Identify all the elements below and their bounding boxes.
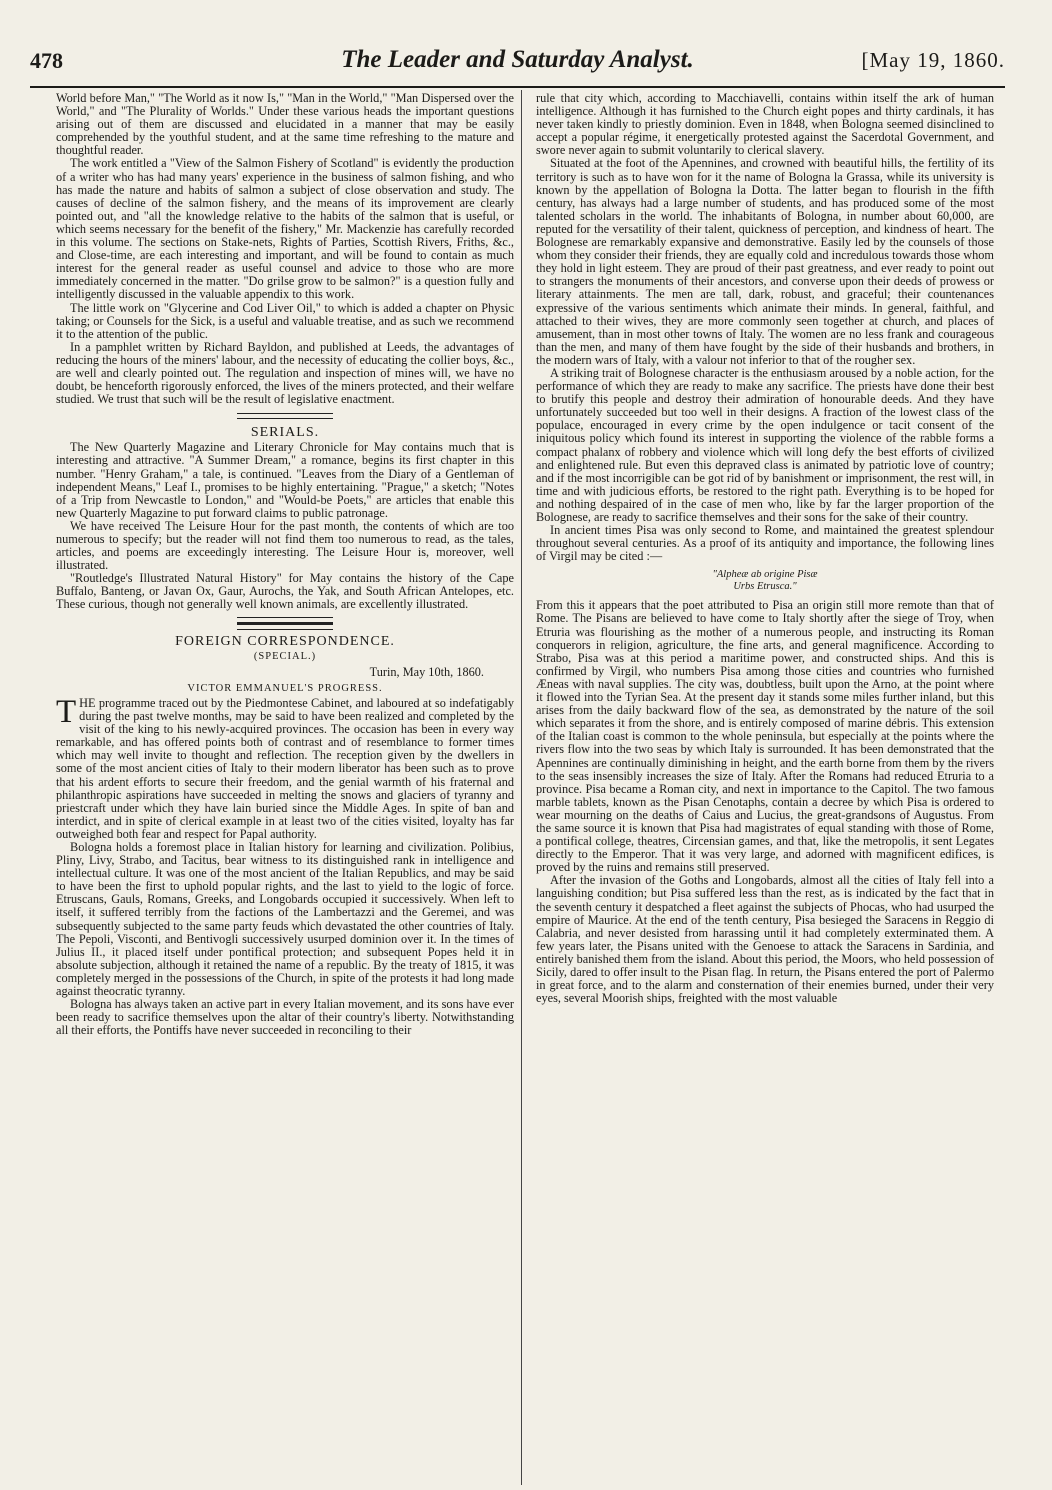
paragraph: In a pamphlet written by Richard Bayldon, and published at Leeds, the advantages of reducing the hours of the miners' labour, and the necessity of educating the collier boys, &c., are well and clearly pointed out. The regulation and inspection of mines will, we have no doubt, be henceforth rigorously enforced, the lives of the miners protected, and their welfare studied. We trust that such will be the result of legislative enactment. [56,339,514,407]
column-divider [521,90,522,1485]
paragraph-text: HE programme traced out by the Piedmontese Cabinet, and laboured at so indefatigably during the past twelve months, may be said to have been realized and completed by the visit of the king to his newly-acquired provinces. The occasion has been in every way remarkable, and has offered points both of contrast and of resemblance to former times which may well invite to thought and reflection. The reception given by the dwellers in some of the most ancient cities of Italy to their modern liberator has been such as to prove that his ardent efforts to secure their freedom, and the genial warmth of his fraternal and philanthropic aspirations have succeeded in melting the snows and glaciers of tyranny and priestcraft under which they have lain buried since the Middle Ages. In spite of ban and interdict, and in spite of clerical example in at least two of the cities visited, loyalty has far outweighed both fear and respect for Papal authority. [56,695,514,841]
dateline: Turin, May 10th, 1860. [369,664,484,679]
paragraph: In ancient times Pisa was only second to Rome, and maintained the greatest splendour throughout several centuries. As a proof of its antiquity and importance, the following lines of Virgil may be cited :— [536,523,994,564]
section-rule [237,413,333,419]
paragraph: World before Man," "The World as it now Is," "Man in the World," "Man Dispersed over the World," and "The Plurality of Worlds." Under these various heads the important questions arising out of them are discussed and elucidated in a manner that may be easily comprehended by the youthful student, and at the same time refreshing to the mature and thoughtful reader. [56,92,514,158]
section-heading-foreign: FOREIGN CORRESPONDENCE. [175,633,395,649]
paragraph [56,693,514,841]
section-heading-serials: SERIALS. [250,425,320,441]
paragraph: Bologna has always taken an active part in every Italian movement, and its sons have ever been ready to sacrifice themselves upon the altar of their country's liberty. Notwithstanding all their efforts, the Pontiffs have never succeeded in reconciling to their [56,997,514,1038]
paragraph: The little work on "Glycerine and Cod Liver Oil," to which is added a chapter on Physic taking; or Counsels for the Sick, is a useful and valuable treatise, and as such we recommend it to the attention of the public. [56,300,514,341]
page-header [30,46,1005,86]
paragraph: Situated at the foot of the Apennines, and crowned with beautiful hills, the fertility of its territory is such as to have won for it the name of Bologna la Grassa, while its university is known by the appellation of Bologna la Dotta. The latter began to flourish in the fifth century, has always had a large number of students, and has produced some of the most talented scholars in the world. The inhabitants of Bologna, in number about 60,000, are reputed for the versatility of their talent, quickness of perception, and kindness of heart. The Bolognese are remarkably expansive and demonstrative. Easily led by the counsels of those whom they consider their friends, they are equally cold and incredulous towards those whom they hold in light esteem. They are proud of their past greatness, and ever ready to point out to strangers the monuments of their ancestors, and converse upon their deeds of prowess or literary attainments. The men are tall, dark, robust, and graceful; their countenances expressive of the various sentiments which animate their minds. In general, faithful, and attached to their wives, they are more commonly seen together at church, and places of amusement, than in most other towns of Italy. The women are no less frank and courageous than the men, and many of them have fought by the side of their husbands and brothers, in the modern wars of Italy, with a valour not inferior to that of the rougher sex. [536,156,994,367]
issue-date: [May 19, 1860. [861,48,1005,72]
paragraph: After the invasion of the Goths and Longobards, almost all the cities of Italy fell into a languishing condition; but Pisa suffered less than the rest, as is indicated by the fact that in the seventh century it despatched a fleet against the subjects of Phocas, who had usurped the empire of Maurice. At the end of the tenth century, Pisa besieged the Saracens in Reggio di Calabria, and never desisted from harassing until it had completely exterminated them. A few years later, the Pisans united with the Genoese to attack the Saracens in Sardinia, and entirely banished them from the island. About this period, the Moors, who held possession of Sicily, dared to offer insult to the Pisan flag. In return, the Pisans entered the port of Palermo in great force, and to the alarm and consternation of their enemies burned, under their very eyes, several Moorish ships, freighted with the most valuable [536,873,994,1006]
section-rule [237,622,333,625]
paragraph: From this it appears that the poet attributed to Pisa an origin still more remote than that of Rome. The Pisans are believed to have come to Italy shortly after the siege of Troy, when Etruria was flourishing as the mother of a numerous people, and instructing its Roman conquerors in religion, agriculture, the fine arts, and general magnificence. According to Strabo, Pisa was at this period a maritime power, and constructed ships. And this is confirmed by Virgil, who numbers Pisa among those cities and countries who furnished Æneas with naval supplies. The city was, doubtless, built upon the Arno, at the point where it flowed into the Tyrian Sea. At the present day it stands some miles further inland, but this arises from the daily backward flow of the sea, as demonstrated by the nature of the soil which separates it from the shore, and is entirely composed of marine débris. This extension of the Italian coast is common to the whole peninsula, but especially at the points where the rivers flow into the two seas by which Italy is surrounded. It has been demonstrated that the Apennines are continually diminishing in height, and the earth borne from them by the rivers to the seas insensibly increases the size of Italy. After the Romans had reduced Etruria to a province. Pisa became a Roman city, and next in importance to the Capitol. The two famous marble tablets, known as the Pisan Cenotaphs, contain a decree by which Pisa is ordered to wear mourning on the deaths of Caius and Lucius, the great-grandsons of Augustus. From the same source it is known that Pisa had magistrates of equal standing with those of Rome, a pontifical college, theatres, Circensian games, and that, like the metropolis, it sent Legates directly to the Emperor. That it was very large, and adorned with magnificent edifices, is proved by the ruins and remains still preserved. [536,598,994,875]
page-number: 478 [30,48,63,73]
drop-cap: T [56,693,77,730]
special-label: (SPECIAL.) [253,650,317,662]
paragraph: "Routledge's Illustrated Natural History" for May contains the history of the Cape Buffalo, Banteng, or Javan Ox, Gaur, Aurochs, the Yak, and South African Antelopes, etc. These curious, though not generally well known animals, are excellently illustrated. [56,571,514,612]
paragraph: The work entitled a "View of the Salmon Fishery of Scotland" is evidently the production of a writer who has had many years' experience in the business of salmon fishing, and who has made the nature and habits of salmon a subject of close observation and study. The causes of decline of the salmon fishery, and the means of its improvement are clearly pointed out, and "all the knowledge relative to the habits of the salmon that is useful, or which seems necessary for the benefit of the fishery," Mr. Mackenzie has carefully recorded in this volume. The sections on Stake-nets, Rights of Parties, Scottish Rivers, Friths, &c., and Close-time, are each interesting and important, and will be found to contain as much interest for the general reader as useful counsel and advice to those who are more immediately concerned in the matter. "Do grilse grow to be salmon?" is a question fully and intelligently discussed in the valuable appendix to this work. [56,156,514,302]
latin-quote [536,569,994,593]
paragraph: Bologna holds a foremost place in Italian history for learning and civilization. Polibius, Pliny, Livy, Strabo, and Tacitus, bear witness to its distinguished rank in intelligence and intellectual culture. It was one of the most ancient of the Italian Republics, and may be said to have been the first to uphold popular rights, and the last to yield to the logic of force. Etruscans, Gauls, Romans, Greeks, and Longobards occupied it successively. When left to itself, it suffered terribly from the factions of the Lambertazzi and the Geremei, and was subsequently subjected to the same party feuds which devastated the other countries of Italy. The Pepoli, Visconti, and Bentivogli successively usurped dominion over it. In the times of Julius II., it placed itself under pontifical protection; and subsequent Popes held it in absolute subjection, although it retained the name of a republic. By the treaty of 1815, it was completely merged in the possessions of the Church, in spite of the protests it had long made against theocratic tyranny. [56,839,514,998]
paragraph: rule that city which, according to Macchiavelli, contains within itself the ark of human intelligence. Although it has furnished to the Church eight popes and thirty cardinals, it has never taken kindly to priestly dominion. Even in 1848, when Bologna seemed disinclined to accept a popular régime, it energetically protested against the Sacerdotal Government, and swore never again to submit voluntarily to clerical slavery. [536,92,994,158]
header-rule [30,86,1005,88]
paragraph: We have received The Leisure Hour for the past month, the contents of which are too numerous to specify; but the reader will not find them too numerous to read, as the tales, articles, and poems are exceedingly interesting. The Leisure Hour is, moreover, well illustrated. [56,518,514,573]
quote-line: "Alpheæ ab origine Pisæ [712,569,818,581]
article-topic: VICTOR EMMANUEL'S PROGRESS. [187,682,383,694]
masthead-title: The Leader and Saturday Analyst. [341,46,694,73]
quote-line: Urbs Etrusca." [733,581,797,593]
right-column [536,92,994,1484]
paragraph: The New Quarterly Magazine and Literary Chronicle for May contains much that is interesting and attractive. "A Summer Dream," a romance, begins its first chapter in this number. "Henry Graham," a tale, is continued. "Leaves from the Diary of a Gentleman of independent Means," Leaf I., promises to be highly entertaining. "Prague," a sketch; "Notes of a Trip from Newcastle to London," and "Would-be Poets," are articles that enable this new Quarterly Magazine to put forward claims to public patronage. [56,440,514,520]
left-column [56,92,514,1484]
paragraph: A striking trait of Bolognese character is the enthusiasm aroused by a noble action, for the performance of which they are ready to make any sacrifice. The priests have done their best to brutify this people and destroy their admiration of honourable deeds. And they have unfortunately succeeded but too well in their designs. A fraction of the lowest class of the populace, encouraged in every crime by the open indulgence or tacit consent of the iniquitous policy which found its interest in supporting the violence of the rabble forms a compact phalanx of robbery and violence which will long defy the best efforts of civilized and enlightened rule. But even this depraved class is animated by patriotic love of country; and if the most incorrigible can be got rid of by banishment or imprisonment, the rest will, in time and with judicious efforts, be restored to the right path. Everything is to be hoped for and nothing despaired of in the case of men who, like by far the larger proportion of the Bolognese, are ready to sacrifice themselves and their sons for the sake of their country. [536,365,994,524]
